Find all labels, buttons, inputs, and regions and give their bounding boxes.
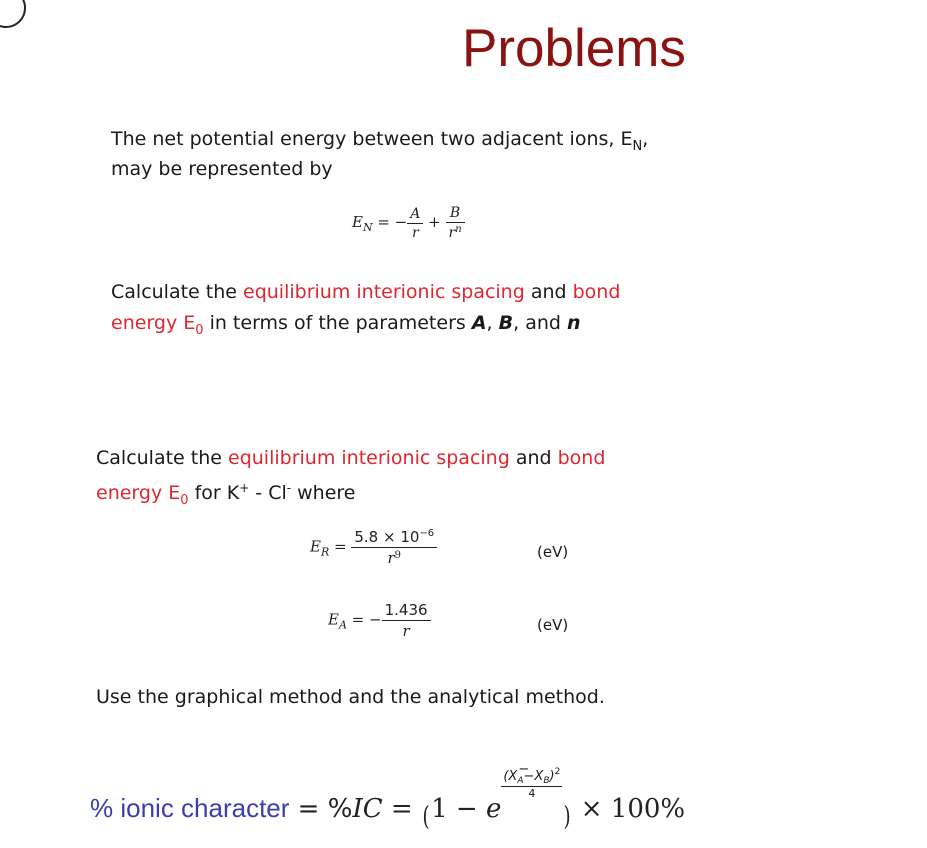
ionic-character-label: % ionic character <box>90 793 290 823</box>
problem2-question-line1: Calculate the equilibrium interionic spacing and bond <box>96 447 606 469</box>
repulsive-energy-unit: (eV) <box>537 543 569 561</box>
slide-title: Problems <box>462 19 686 78</box>
repulsive-energy-equation: $E_R$ = $\frac{5.8 \times 10^{-6}}{r^9}$ <box>310 528 437 567</box>
attractive-energy-equation: $E_A$ = − $\frac{1.436}{r}$ <box>328 601 431 640</box>
exponent: − $(X_A-X_B)^2$ 4 <box>503 762 561 800</box>
net-energy-equation: $E_N$ = − $\frac{A}{r}$ + $\frac{B}{r^n}$ <box>352 205 465 241</box>
problem1-line1: The net potential energy between two adjacent ions, $E_N$, <box>111 128 649 154</box>
problem1-question-line1: Calculate the equilibrium interionic spacing and bond <box>111 281 621 303</box>
attractive-energy-unit: (eV) <box>537 616 569 634</box>
problem2-question-line2: energy $E_0$ for K+ - Cl- where <box>96 481 356 508</box>
corner-logo-circle <box>0 0 26 28</box>
problem1-question-line2: energy $E_0$ in terms of the parameters A, B, and n <box>111 312 581 338</box>
problem1-line2: may be represented by <box>111 158 333 180</box>
method-instruction: Use the graphical method and the analytical method. <box>96 686 605 708</box>
ionic-character-formula: % ionic character = %IC = (1 − e− $(X_A-X_B)^2$ 4 ) × 100% <box>90 752 685 832</box>
